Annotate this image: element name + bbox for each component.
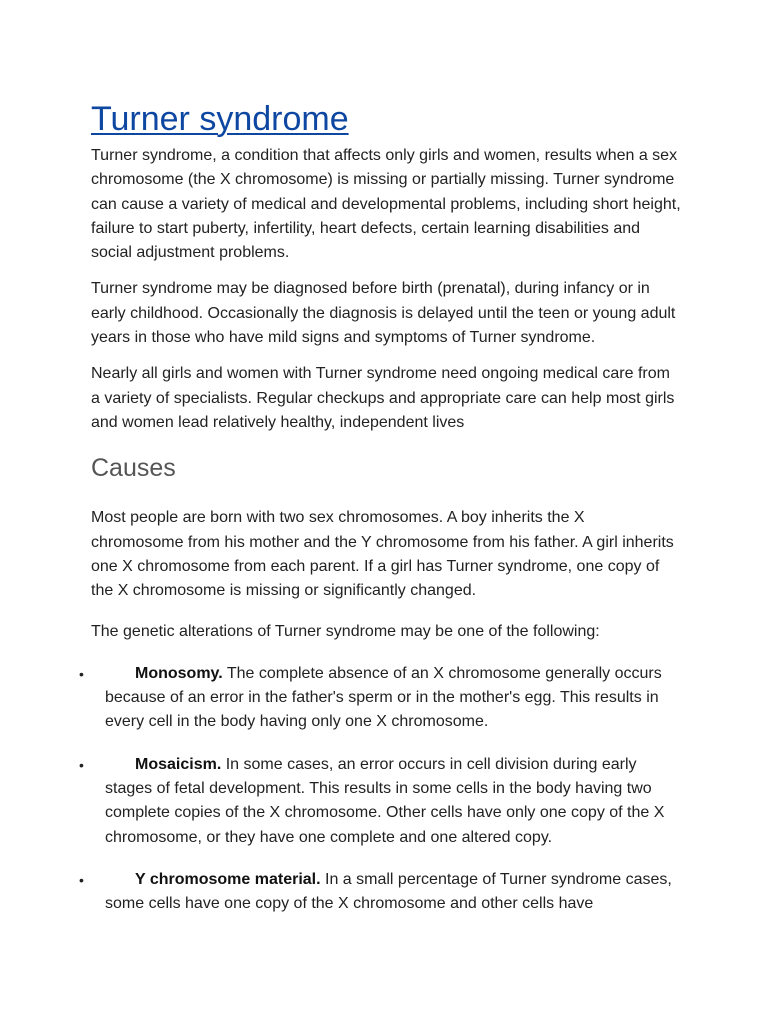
- list-item-term: Y chromosome material.: [135, 870, 321, 888]
- list-item: [79, 868, 681, 917]
- page-title[interactable]: Turner syndrome: [91, 100, 349, 138]
- bullet-icon: •: [79, 871, 84, 888]
- list-item-text: The complete absence of an X chromosome generally occurs because of an error in the father's sperm or in the mother's egg. This results in every cell in the body having only one X chromosome.: [105, 664, 662, 731]
- intro-paragraph-3: Nearly all girls and women with Turner syndrome need ongoing medical care from a variety of specialists. Regular checkups and appropriate care can help most girls and women lead relatively healthy, independent lives: [91, 365, 675, 431]
- list-item: [79, 753, 681, 850]
- list-item-term: Mosaicism.: [135, 755, 222, 773]
- list-item: [79, 662, 681, 735]
- causes-list: [79, 662, 681, 917]
- causes-heading: Causes: [91, 454, 176, 483]
- bullet-icon: •: [79, 665, 84, 682]
- causes-paragraph-2: The genetic alterations of Turner syndrome may be one of the following:: [91, 623, 600, 641]
- intro-paragraph-1: Turner syndrome, a condition that affects only girls and women, results when a sex chromosome (the X chromosome) is missing or partially missing. Turner syndrome can cause a variety of medical and developmental problems, including short height, failure to start puberty, infertility, heart defects, certain learning disabilities and social adjustment problems.: [91, 147, 681, 262]
- causes-paragraph-1: Most people are born with two sex chromosomes. A boy inherits the X chromosome from his mother and the Y chromosome from his father. A girl inherits one X chromosome from each parent. If a girl has Turner syndrome, one copy of the X chromosome is missing or significantly changed.: [91, 509, 674, 600]
- bullet-icon: •: [79, 756, 84, 773]
- intro-paragraph-2: Turner syndrome may be diagnosed before birth (prenatal), during infancy or in early childhood. Occasionally the diagnosis is delayed until the teen or young adult years in those who have mild signs and symptoms of Turner syndrome.: [91, 280, 676, 347]
- list-item-term: Monosomy.: [135, 664, 223, 682]
- list-item-text: In a small percentage of Turner syndrome cases, some cells have one copy of the X chromosome and other cells have: [105, 870, 672, 913]
- list-item-text: In some cases, an error occurs in cell division during early stages of fetal development. This results in some cells in the body having two complete copies of the X chromosome. Other cells have only one copy of the X chromosome, or they have one complete and one altered copy.: [105, 755, 665, 846]
- document-page: [79, 98, 681, 934]
